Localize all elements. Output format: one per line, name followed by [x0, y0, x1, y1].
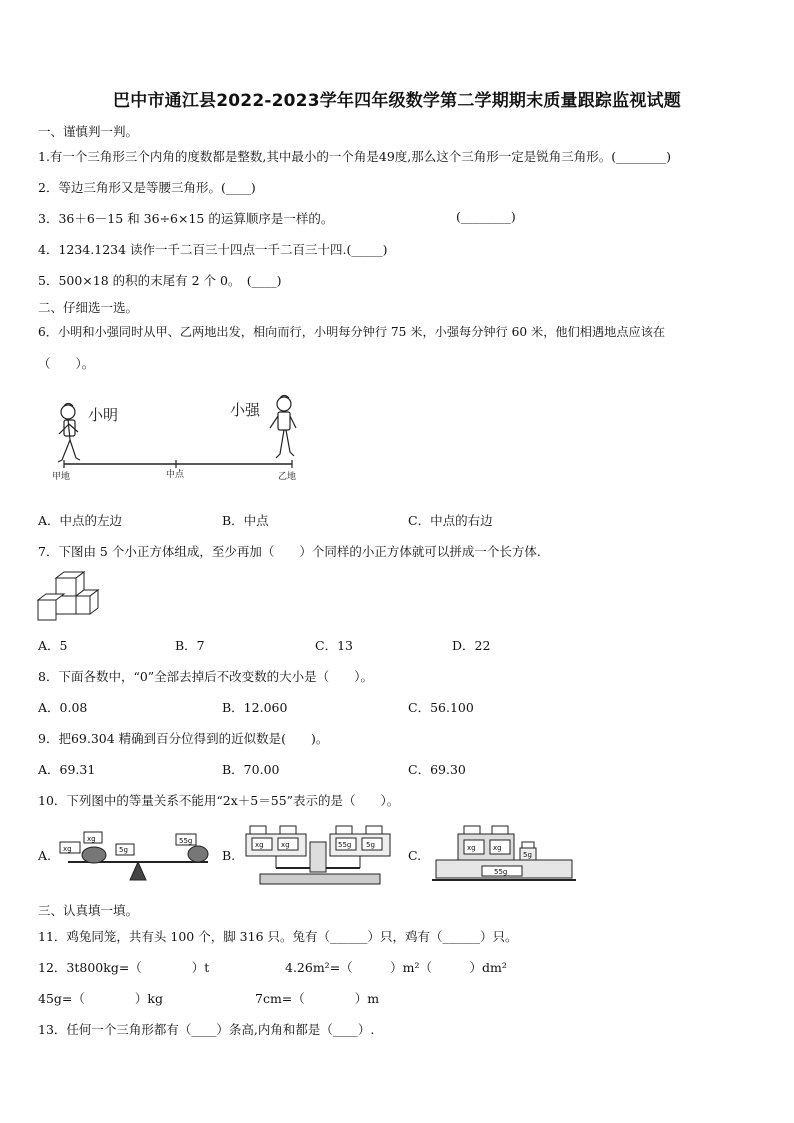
question-12-part2: 4.26m²=（ ）m²（ ）dm² [285, 960, 507, 975]
weight-b-left-1: xg [255, 841, 264, 849]
page-title: 巴中市通江县2022-2023学年四年级数学第二学期期末质量跟踪监视试题 [113, 91, 681, 111]
weight-c-bottom: 55g [494, 868, 508, 876]
weight-c-top-3: 5g [523, 851, 532, 859]
q7-option-d[interactable]: D．22 [452, 638, 491, 653]
question-3-blank: (________) [456, 209, 516, 224]
question-11: 11．鸡兔同笼，共有头 100 个，脚 316 只。兔有（______）只，鸡有（______）只。 [38, 929, 518, 944]
balance-b-icon [240, 820, 400, 888]
q7-option-c[interactable]: C．13 [315, 638, 353, 653]
q10-option-c[interactable]: C. [408, 848, 422, 863]
section1-heading: 一、谨慎判一判。 [38, 124, 139, 139]
question-7: 7．下图由 5 个小正方体组成，至少再加（ ）个同样的小正方体就可以拼成一个长方体. [38, 544, 541, 559]
question-6-line1: 6．小明和小强同时从甲、乙两地出发，相向而行，小明每分钟行 75 米，小强每分钟行 60 米，他们相遇地点应该在 [38, 325, 666, 339]
label-mid: 中点 [166, 470, 185, 480]
name-right: 小强 [230, 401, 261, 419]
q7-option-b[interactable]: B．7 [175, 638, 205, 653]
question-13: 13．任何一个三角形都有（____）条高,内角和都是（____）. [38, 1022, 375, 1037]
question-12-part4: 7cm=（ ）m [255, 991, 380, 1006]
label-end: 乙地 [278, 472, 297, 482]
question-2: 2．等边三角形又是等腰三角形。(____) [38, 180, 256, 195]
q6-option-c[interactable]: C．中点的右边 [408, 513, 493, 528]
weight-a-left-3: 5g [119, 846, 128, 854]
q8-option-b[interactable]: B．12.060 [222, 700, 288, 715]
cubes-icon [36, 570, 102, 622]
q9-option-b[interactable]: B．70.00 [222, 762, 280, 777]
scale-c-icon [430, 822, 580, 888]
question-9: 9．把69.304 精确到百分位得到的近似数是( )。 [38, 731, 329, 746]
question-3: 3．36＋6－15 和 36÷6×15 的运算顺序是一样的。 [38, 211, 334, 226]
q8-option-c[interactable]: C．56.100 [408, 700, 474, 715]
question-4: 4．1234.1234 读作一千二百三十四点一千二百三十四.(_____) [38, 242, 388, 257]
section2-heading: 二、仔细选一选。 [38, 300, 139, 315]
question-12-part1: 12．3t800kg=（ ）t [38, 960, 210, 975]
q7-option-a[interactable]: A．5 [38, 638, 68, 653]
weight-a-left-1: xg [63, 845, 72, 853]
q10-option-b[interactable]: B. [222, 848, 236, 863]
question-8: 8．下面各数中，“0”全部去掉后不改变数的大小是（ ）。 [38, 669, 373, 684]
walker-left-icon [58, 404, 80, 463]
weight-b-right-1: 55g [338, 841, 352, 849]
question-6-line2: （ ）。 [38, 356, 95, 371]
q10-option-a[interactable]: A. [38, 848, 52, 863]
question-10: 10．下列图中的等量关系不能用“2x＋5＝55”表示的是（ ）。 [38, 793, 400, 808]
name-left: 小明 [88, 406, 119, 424]
section3-heading: 三、认真填一填。 [38, 903, 139, 918]
q9-option-c[interactable]: C．69.30 [408, 762, 466, 777]
walker-right-icon [270, 396, 296, 459]
weight-a-left-2: xg [87, 835, 96, 843]
question-12-part3: 45g=（ ）kg [38, 991, 163, 1006]
q9-option-a[interactable]: A．69.31 [38, 762, 96, 777]
q6-option-a[interactable]: A．中点的左边 [38, 513, 123, 528]
question-1: 1.有一个三角形三个内角的度数都是整数,其中最小的一个角是49度,那么这个三角形一定是锐角三角形。(________) [38, 149, 672, 164]
label-start: 甲地 [52, 472, 71, 482]
weight-a-right: 55g [179, 837, 193, 845]
weight-b-left-2: xg [281, 841, 290, 849]
weight-c-top-1: xg [467, 844, 476, 852]
q6-figure [40, 388, 310, 484]
question-5: 5．500×18 的积的末尾有 2 个 0。 (____) [38, 273, 282, 288]
weight-b-right-2: 5g [366, 841, 375, 849]
weight-c-top-2: xg [493, 844, 502, 852]
q8-option-a[interactable]: A．0.08 [38, 700, 88, 715]
balance-a-icon [58, 820, 218, 888]
q6-option-b[interactable]: B．中点 [222, 513, 269, 528]
